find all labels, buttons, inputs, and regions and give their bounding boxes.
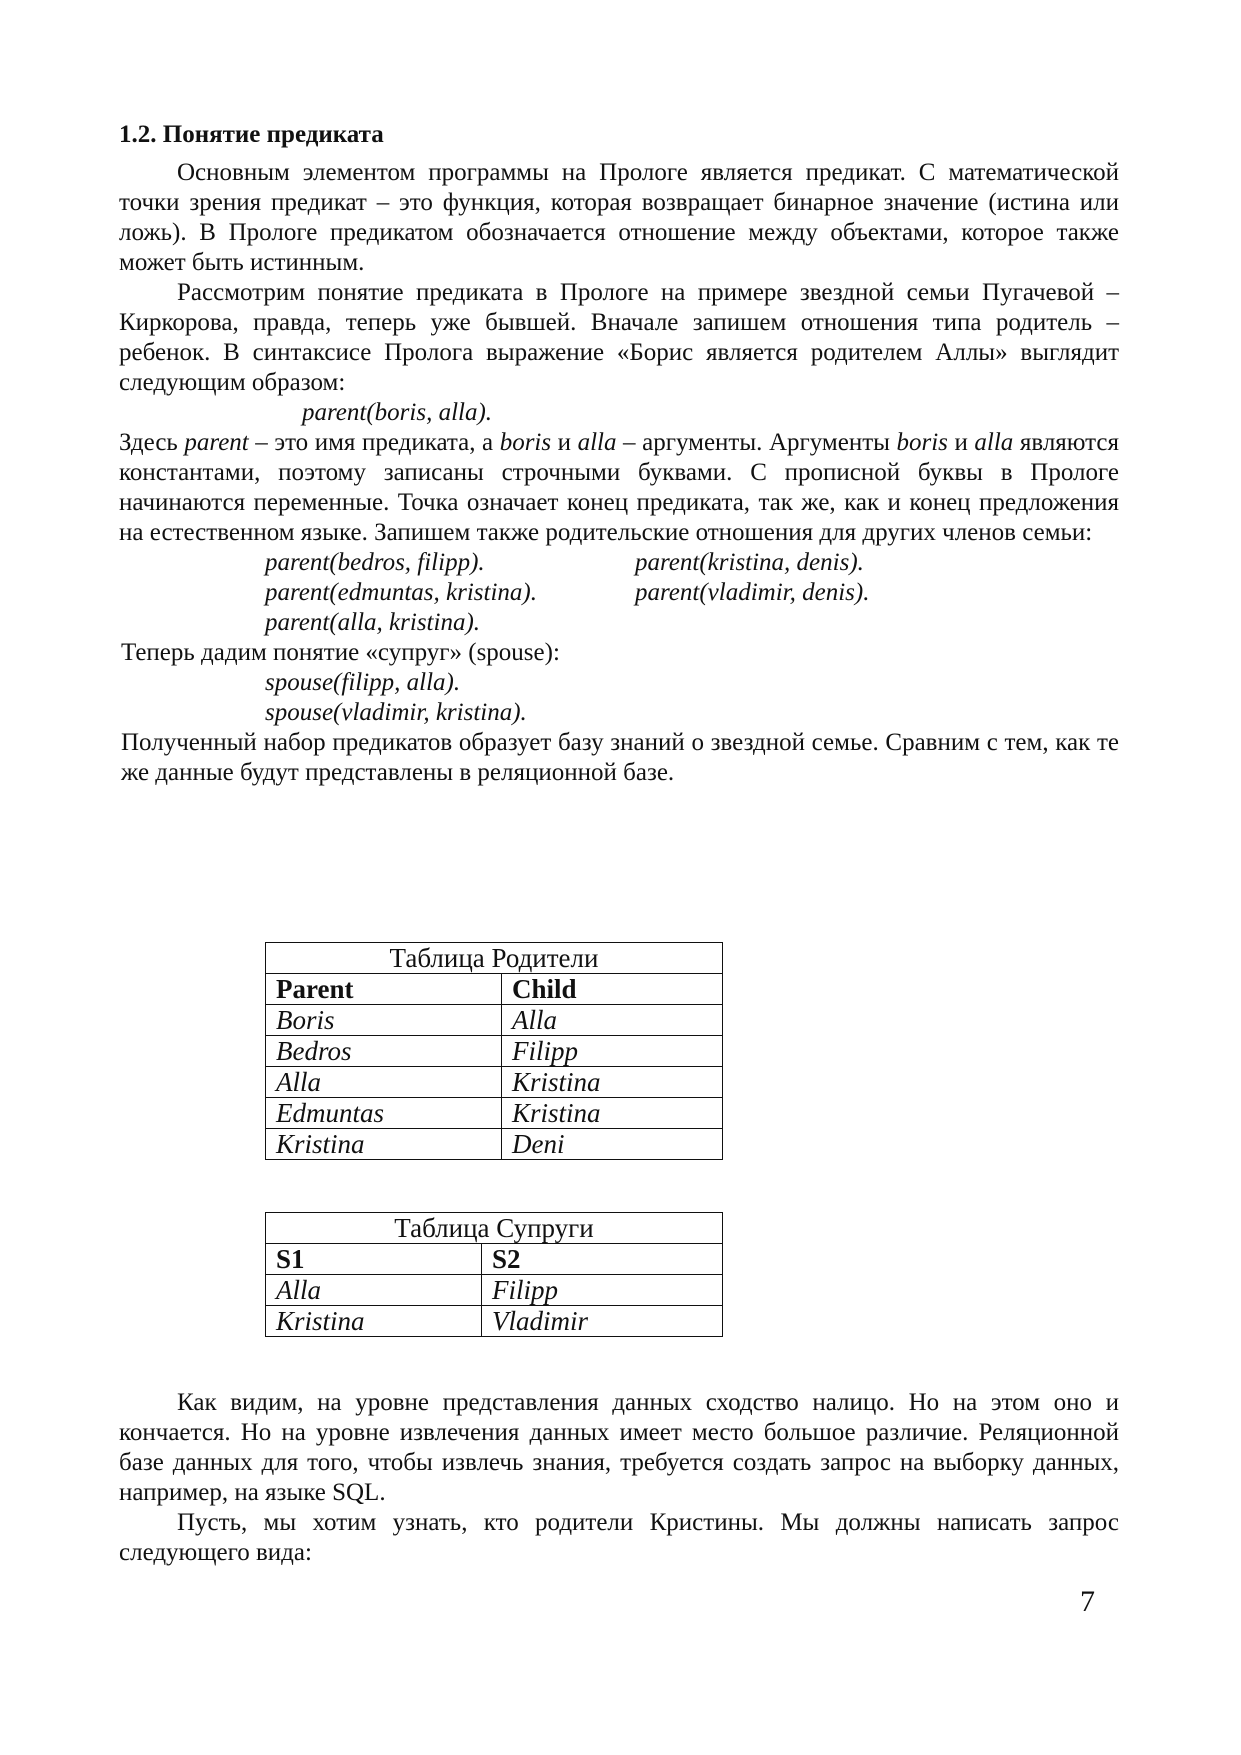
fact: spouse(vladimir, kristina). bbox=[265, 699, 527, 726]
column-header: S1 bbox=[266, 1244, 482, 1275]
p3-text-1: Здесь bbox=[119, 429, 185, 456]
table-row bbox=[266, 1306, 723, 1337]
table-cell: Kristina bbox=[502, 1098, 723, 1129]
table-row bbox=[266, 1005, 723, 1036]
paragraph-4: Теперь дадим понятие «супруг» (spouse): bbox=[121, 639, 560, 666]
fact-row bbox=[265, 578, 1119, 608]
page-number: 7 bbox=[1080, 1585, 1095, 1618]
p3-text-6: являются константами, поэтому записаны строчными буквами. С прописной буквы в Прологе начинаются переменные. Точка означает конец предиката, так же, как и конец предложения на естественном языке. Запишем также родительские отношения для других членов семьи: bbox=[119, 429, 1119, 546]
table-cell: Alla bbox=[502, 1005, 723, 1036]
table-cell: Filipp bbox=[482, 1275, 723, 1306]
table-cell: Bedros bbox=[266, 1036, 502, 1067]
p3-text-4: – аргументы. Аргументы bbox=[616, 429, 897, 456]
table-row bbox=[266, 1098, 723, 1129]
table-row bbox=[266, 1067, 723, 1098]
table-cell: Vladimir bbox=[482, 1306, 723, 1337]
table-row bbox=[266, 1275, 723, 1306]
section-heading: 1.2. Понятие предиката bbox=[119, 121, 384, 148]
fact: parent(bedros, filipp). bbox=[265, 549, 485, 576]
paragraph-6: Как видим, на уровне представления данных сходство налицо. Но на этом оно и кончается. Но на уровне извлечения данных имеет место большое различие. Реляционной базе данных для того, чтобы извлечь знания, требуется создать запрос на выборку данных, например, на языке SQL. bbox=[119, 1389, 1119, 1506]
fact: parent(alla, kristina). bbox=[265, 609, 481, 636]
table-cell: Filipp bbox=[502, 1036, 723, 1067]
paragraph-3 bbox=[119, 428, 1119, 548]
column-header: S2 bbox=[482, 1244, 723, 1275]
table-caption: Таблица Родители bbox=[266, 943, 723, 974]
p3-em-parent: parent bbox=[184, 429, 249, 456]
table-cell: Alla bbox=[266, 1275, 482, 1306]
table-parents bbox=[265, 942, 723, 1160]
table-cell: Deni bbox=[502, 1129, 723, 1160]
fact: spouse(filipp, alla). bbox=[265, 669, 461, 696]
body-text-top bbox=[119, 158, 1119, 788]
paragraph-1: Основным элементом программы на Прологе является предикат. С математической точки зрения предикат – это функция, которая возвращает бинарное значение (истина или ложь). В Прологе предикатом обозначается отношение между объектами, которое также может быть истинным. bbox=[119, 159, 1119, 276]
p3-em-alla-2: alla bbox=[974, 429, 1014, 456]
table-cell: Boris bbox=[266, 1005, 502, 1036]
table-row bbox=[266, 1129, 723, 1160]
p3-em-boris: boris bbox=[499, 429, 552, 456]
fact: parent(vladimir, denis). bbox=[635, 579, 870, 606]
p3-text-2: – это имя предиката, а bbox=[248, 429, 500, 456]
table-cell: Alla bbox=[266, 1067, 502, 1098]
fact-row bbox=[265, 608, 1119, 638]
p3-em-alla: alla bbox=[577, 429, 617, 456]
parent-facts bbox=[119, 548, 1119, 638]
code-example: parent(boris, alla). bbox=[302, 399, 493, 426]
table-cell: Kristina bbox=[502, 1067, 723, 1098]
table-caption: Таблица Супруги bbox=[266, 1213, 723, 1244]
table-cell: Edmuntas bbox=[266, 1098, 502, 1129]
table-cell: Kristina bbox=[266, 1306, 482, 1337]
spouse-facts bbox=[119, 668, 1119, 728]
p3-text-3: и bbox=[551, 429, 578, 456]
body-text-bottom bbox=[119, 1388, 1119, 1568]
column-header: Parent bbox=[266, 974, 502, 1005]
table-spouses bbox=[265, 1212, 723, 1337]
paragraph-7: Пусть, мы хотим узнать, кто родители Кристины. Мы должны написать запрос следующего вида: bbox=[119, 1509, 1119, 1566]
fact-row bbox=[265, 548, 1119, 578]
fact: parent(edmuntas, kristina). bbox=[265, 579, 537, 606]
table-row bbox=[266, 1036, 723, 1067]
p3-text-5: и bbox=[947, 429, 975, 456]
column-header: Child bbox=[502, 974, 723, 1005]
fact: parent(kristina, denis). bbox=[635, 549, 864, 576]
paragraph-5: Полученный набор предикатов образует базу знаний о звездной семье. Сравним с тем, как те же данные будут представлены в реляционной базе. bbox=[121, 729, 1119, 786]
table-cell: Kristina bbox=[266, 1129, 502, 1160]
paragraph-2: Рассмотрим понятие предиката в Прологе на примере звездной семьи Пугачевой – Киркорова, правда, теперь уже бывшей. Вначале запишем отношения типа родитель – ребенок. В синтаксисе Пролога выражение «Борис является родителем Аллы» выглядит следующим образом: bbox=[119, 279, 1119, 396]
p3-em-boris-2: boris bbox=[896, 429, 948, 456]
